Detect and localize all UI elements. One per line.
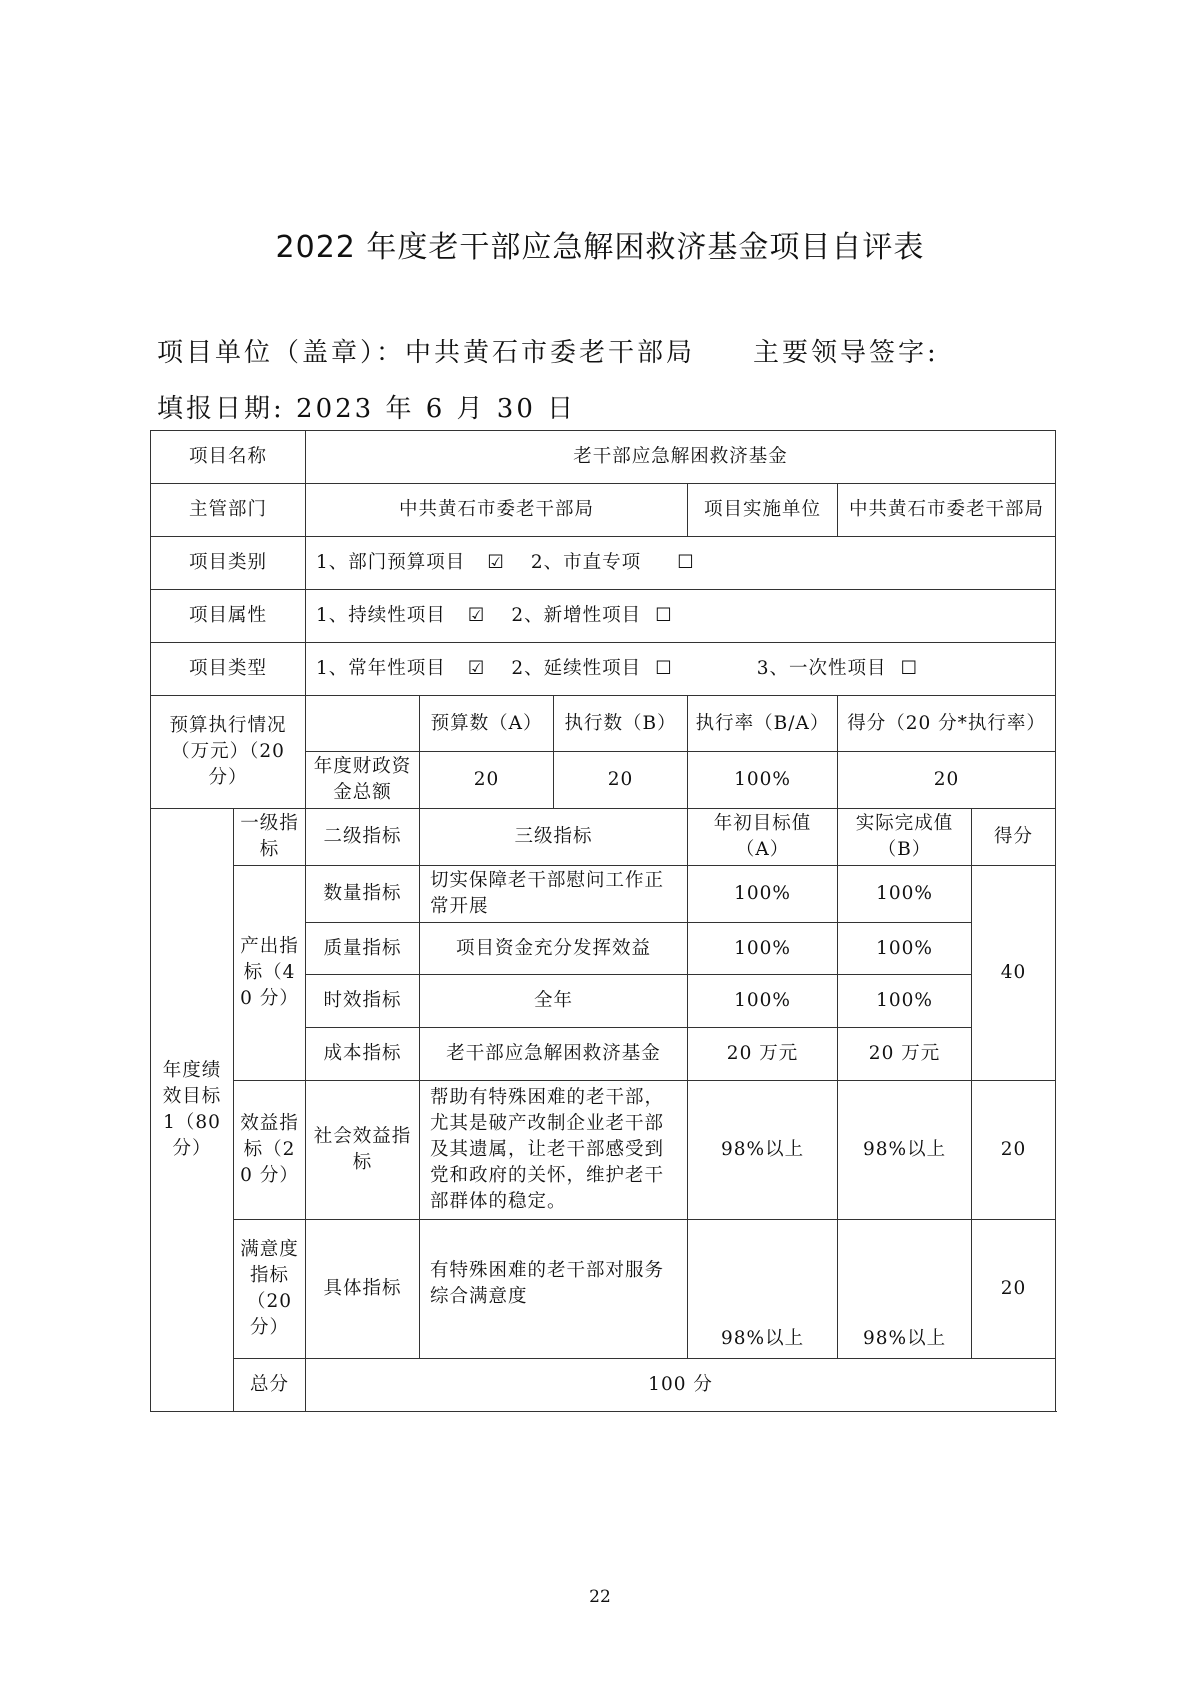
output-l3: 老干部应急解困救济基金 bbox=[420, 1028, 688, 1081]
budget-a: 20 bbox=[420, 752, 554, 809]
output-target: 100% bbox=[688, 923, 838, 975]
col-level1: 一级指标 bbox=[234, 809, 306, 866]
category-opt2: 2、市直专项 bbox=[530, 552, 642, 573]
project-name-label: 项目名称 bbox=[151, 431, 306, 484]
unit-label: 项目单位（盖章）： bbox=[157, 338, 406, 368]
output-l3: 项目资金充分发挥效益 bbox=[420, 923, 688, 975]
output-l2: 质量指标 bbox=[306, 923, 420, 975]
output-actual: 100% bbox=[838, 923, 972, 975]
attr-label: 项目属性 bbox=[151, 590, 306, 643]
budget-blank-cell bbox=[306, 696, 420, 752]
row-project-name bbox=[151, 431, 1056, 484]
category-label: 项目类别 bbox=[151, 537, 306, 590]
dept-value: 中共黄石市委老干部局 bbox=[306, 484, 688, 537]
empty-box-icon: ☐ bbox=[677, 552, 695, 573]
output-actual: 20 万元 bbox=[838, 1028, 972, 1081]
satis-actual: 98%以上 bbox=[838, 1220, 972, 1359]
unit-value: 中共黄石市委老干部局 bbox=[405, 338, 696, 368]
satis-label: 满意度指标（20 分） bbox=[234, 1220, 306, 1359]
output-target: 100% bbox=[688, 975, 838, 1028]
budget-row-label: 年度财政资金总额 bbox=[306, 752, 420, 809]
table-row bbox=[151, 866, 1056, 923]
benefit-target: 98%以上 bbox=[688, 1081, 838, 1220]
date-label: 填报日期: bbox=[157, 394, 285, 424]
budget-col-b: 执行数（B） bbox=[554, 696, 688, 752]
budget-col-a: 预算数（A） bbox=[420, 696, 554, 752]
row-perf-header bbox=[151, 809, 1056, 866]
col-score: 得分 bbox=[972, 809, 1056, 866]
output-l2: 成本指标 bbox=[306, 1028, 420, 1081]
row-category bbox=[151, 537, 1056, 590]
output-target: 20 万元 bbox=[688, 1028, 838, 1081]
perf-label: 年度绩效目标 1（80 分） bbox=[151, 809, 234, 1412]
type-opt1: 1、常年性项目 bbox=[316, 658, 446, 679]
empty-box-icon: ☐ bbox=[655, 658, 673, 679]
row-attribute bbox=[151, 590, 1056, 643]
benefit-l2: 社会效益指标 bbox=[306, 1081, 420, 1220]
empty-box-icon: ☐ bbox=[900, 658, 919, 679]
satis-score: 20 bbox=[972, 1220, 1056, 1359]
row-total bbox=[151, 1359, 1056, 1412]
checked-box-icon: ☑ bbox=[467, 605, 486, 626]
page-title: 2022 年度老干部应急解困救济基金项目自评表 bbox=[275, 230, 925, 265]
impl-value: 中共黄石市委老干部局 bbox=[838, 484, 1056, 537]
checked-box-icon: ☑ bbox=[487, 552, 505, 573]
benefit-score: 20 bbox=[972, 1081, 1056, 1220]
budget-rate: 100% bbox=[688, 752, 838, 809]
col-level3: 三级指标 bbox=[420, 809, 688, 866]
empty-box-icon: ☐ bbox=[655, 605, 673, 626]
col-target: 年初目标值（A） bbox=[688, 809, 838, 866]
type-options bbox=[306, 643, 1056, 696]
total-value: 100 分 bbox=[306, 1359, 1056, 1412]
benefit-label: 效益指标（20 分） bbox=[234, 1081, 306, 1220]
page-number: 22 bbox=[589, 1587, 611, 1607]
type-label: 项目类型 bbox=[151, 643, 306, 696]
row-satisfaction bbox=[151, 1220, 1056, 1359]
benefit-l3: 帮助有特殊困难的老干部，尤其是破产改制企业老干部及其遗属，让老干部感受到党和政府的关怀，维护老干部群体的稳定。 bbox=[420, 1081, 688, 1220]
output-l3: 全年 bbox=[420, 975, 688, 1028]
attr-opt1: 1、持续性项目 bbox=[316, 605, 446, 626]
project-name-value: 老干部应急解困救济基金 bbox=[306, 431, 1056, 484]
checked-box-icon: ☑ bbox=[467, 658, 486, 679]
budget-score: 20 bbox=[838, 752, 1056, 809]
type-opt2: 2、延续性项目 bbox=[511, 658, 642, 679]
dept-label: 主管部门 bbox=[151, 484, 306, 537]
output-l2: 时效指标 bbox=[306, 975, 420, 1028]
satis-l3: 有特殊困难的老干部对服务综合满意度 bbox=[420, 1220, 688, 1359]
row-department bbox=[151, 484, 1056, 537]
attr-options bbox=[306, 590, 1056, 643]
total-label: 总分 bbox=[234, 1359, 306, 1412]
output-l2: 数量指标 bbox=[306, 866, 420, 923]
evaluation-table bbox=[150, 430, 1056, 1412]
project-unit-line bbox=[157, 332, 939, 369]
col-actual: 实际完成值（B） bbox=[838, 809, 972, 866]
sign-label: 主要领导签字: bbox=[753, 338, 939, 368]
output-label: 产出指标（40 分） bbox=[234, 866, 306, 1081]
date-line bbox=[157, 388, 576, 425]
satis-l2: 具体指标 bbox=[306, 1220, 420, 1359]
impl-label: 项目实施单位 bbox=[688, 484, 838, 537]
date-value: 2023 年 6 月 30 日 bbox=[296, 394, 577, 424]
budget-col-rate: 执行率（B/A） bbox=[688, 696, 838, 752]
type-opt3: 3、一次性项目 bbox=[756, 658, 887, 679]
benefit-actual: 98%以上 bbox=[838, 1081, 972, 1220]
satis-target: 98%以上 bbox=[688, 1220, 838, 1359]
attr-opt2: 2、新增性项目 bbox=[511, 605, 642, 626]
budget-col-score: 得分（20 分*执行率） bbox=[838, 696, 1056, 752]
output-actual: 100% bbox=[838, 866, 972, 923]
category-opt1: 1、部门预算项目 bbox=[316, 552, 466, 573]
output-score: 40 bbox=[972, 866, 1056, 1081]
category-options bbox=[306, 537, 1056, 590]
budget-b: 20 bbox=[554, 752, 688, 809]
row-benefit bbox=[151, 1081, 1056, 1220]
col-level2: 二级指标 bbox=[306, 809, 420, 866]
output-actual: 100% bbox=[838, 975, 972, 1028]
budget-label: 预算执行情况（万元）（20 分） bbox=[151, 696, 306, 809]
output-l3: 切实保障老干部慰问工作正常开展 bbox=[420, 866, 688, 923]
output-target: 100% bbox=[688, 866, 838, 923]
row-type bbox=[151, 643, 1056, 696]
row-budget-header bbox=[151, 696, 1056, 752]
